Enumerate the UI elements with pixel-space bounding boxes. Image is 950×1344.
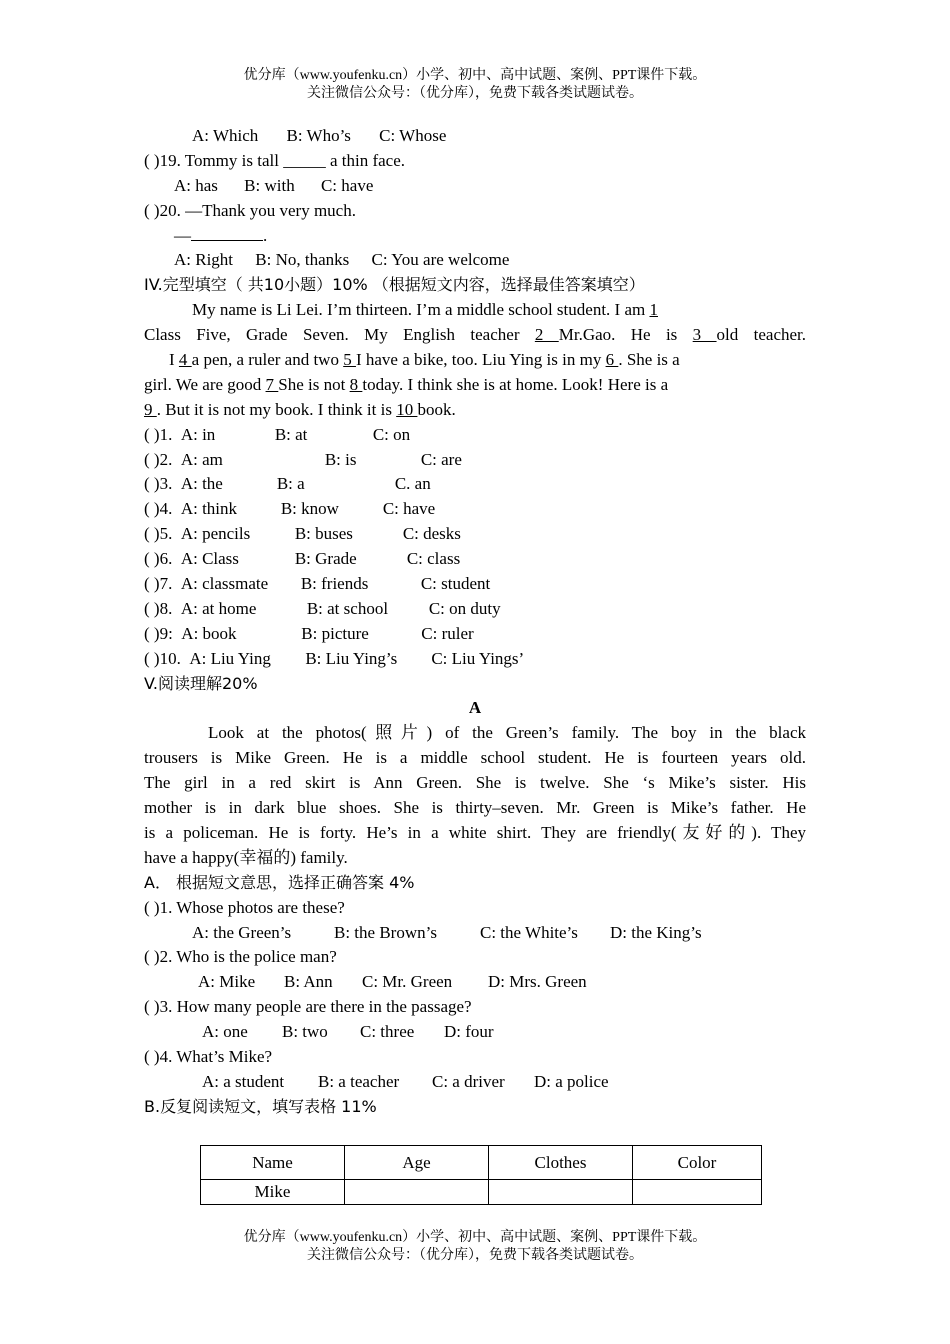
option-b: B: know <box>280 499 339 519</box>
header-name: Name <box>201 1146 345 1180</box>
option-b: B: with <box>244 175 295 195</box>
cloze-line-5 <box>144 398 806 423</box>
passage-line: Look at the photos(照片) of the Green’s family. The boy in the black <box>208 723 806 743</box>
passage-line: mother is in dark blue shoes. She is thirty–seven. Mr. Green is Mike’s father. He <box>144 798 806 818</box>
cloze-line-4 <box>144 373 806 398</box>
reply-dash: — <box>174 225 191 245</box>
blank-2: 2 <box>534 325 559 345</box>
part-b-title: B.反复阅读短文，填写表格 11% <box>144 1096 377 1116</box>
option-d: D: four <box>444 1022 494 1042</box>
blank-8: 8 <box>349 374 363 394</box>
question-number: ( )7. <box>144 574 173 594</box>
question-number: ( )9: <box>144 623 173 643</box>
blank-9: 9 <box>144 399 157 419</box>
text: . She is a <box>618 350 680 370</box>
passage-line: The girl in a red skirt is Ann Green. She is twelve. She ‘s Mike’s sister. His <box>144 773 806 793</box>
option-b: B: Who’s <box>286 126 351 145</box>
section-5-title: V.阅读理解20% <box>144 673 258 693</box>
option-b: B: buses <box>294 524 353 544</box>
part-a-title: A． 根据短文意思，选择正确答案 4% <box>144 872 415 892</box>
question-number: ( )3. <box>144 474 173 494</box>
fill-in-table <box>200 1145 762 1205</box>
q20-reply: — . <box>174 225 268 245</box>
reading-question: ( )3. How many people are there in the passage? <box>144 997 472 1017</box>
text: I have a bike, too. Liu Ying is in my <box>355 350 606 370</box>
cloze-question <box>144 547 806 572</box>
passage-line: trousers is Mike Green. He is a middle school student. He is fourteen years old. <box>144 748 806 768</box>
question-number: ( )1. <box>144 424 173 444</box>
option-c: C: a driver <box>432 1071 505 1091</box>
option-b: B: Liu Ying’s <box>305 648 398 668</box>
option-d: D: the King’s <box>610 922 702 942</box>
option-c: C: the White’s <box>480 922 578 942</box>
option-b: B: the Brown’s <box>334 922 437 942</box>
cloze-question <box>144 597 806 622</box>
option-c: C: ruler <box>421 623 474 643</box>
option-a: A: am <box>180 449 223 469</box>
passage-line: have a happy(幸福的) family. <box>144 847 348 867</box>
option-b: B: Ann <box>284 972 333 992</box>
option-b: B: at school <box>306 598 389 618</box>
blank-7: 7 <box>265 374 279 394</box>
reading-options <box>144 921 806 946</box>
footer-line-1: 优分库（www.youfenku.cn）小学、初中、高中试题、案例、PPT课件下载。 <box>243 1230 707 1245</box>
option-a: A: book <box>181 623 237 643</box>
passage-line: is a policeman. He is forty. He’s in a white shirt. They are friendly(友好的). They <box>144 822 806 842</box>
option-c: C: student <box>420 574 491 594</box>
text: My name is Li Lei. I’m thirteen. I’m a middle school student. I am <box>192 300 650 320</box>
option-c: C: three <box>360 1022 415 1042</box>
cell-color[interactable] <box>633 1180 762 1205</box>
header-line-1: 优分库（www.youfenku.cn）小学、初中、高中试题、案例、PPT课件下载。 <box>243 68 707 83</box>
option-c: C: have <box>382 499 436 519</box>
option-d: D: a police <box>534 1071 609 1091</box>
cloze-question <box>144 423 806 448</box>
option-a: A: one <box>202 1022 248 1042</box>
cloze-question <box>144 622 806 647</box>
question-number: ( )10. <box>144 648 181 668</box>
page-footer <box>0 1229 950 1265</box>
cloze-question <box>144 572 806 597</box>
cell-clothes[interactable] <box>489 1180 633 1205</box>
footer-line-2: 关注微信公众号：（优分库），免费下载各类试题试卷。 <box>307 1248 643 1263</box>
reading-question: ( )4. What’s Mike? <box>144 1046 273 1066</box>
table-header-row <box>201 1146 762 1180</box>
option-b: B: a <box>276 474 305 494</box>
question-number: ( )2. <box>144 449 173 469</box>
reading-passage <box>144 721 806 870</box>
option-a: A: think <box>180 499 238 519</box>
text: Class Five, Grade Seven. My English teacher <box>144 325 535 345</box>
text: She is not <box>278 374 350 394</box>
q20-options <box>144 248 806 273</box>
question-19: ( )19. Tommy is tall _____ a thin face. <box>144 150 406 170</box>
question-20: ( )20. —Thank you very much. <box>144 200 356 220</box>
reading-options <box>144 970 806 995</box>
option-c: C: on duty <box>428 598 501 618</box>
question-number: ( )5. <box>144 524 173 544</box>
cloze-question <box>144 497 806 522</box>
answer-blank <box>191 224 263 241</box>
reading-questions <box>144 896 806 1095</box>
passage-a-heading: A <box>468 698 482 718</box>
text: girl. We are good <box>144 374 266 394</box>
option-b: B: a teacher <box>318 1071 400 1091</box>
option-a: A: the <box>180 474 223 494</box>
option-c: C: on <box>372 424 411 444</box>
option-c: C: have <box>320 175 374 195</box>
cloze-question <box>144 472 806 497</box>
header-age: Age <box>345 1146 489 1180</box>
text: book. <box>417 399 456 419</box>
text: I <box>169 350 179 370</box>
blank-1: 1 <box>649 300 658 320</box>
blank-6: 6 <box>605 350 619 370</box>
option-c: C: are <box>420 449 462 469</box>
cell-age[interactable] <box>345 1180 489 1205</box>
option-b: B: No, thanks <box>255 250 350 270</box>
cloze-line-1 <box>144 298 806 323</box>
option-a: A: at home <box>180 598 257 618</box>
option-b: B: Grade <box>294 549 357 569</box>
cell-name: Mike <box>201 1180 345 1205</box>
question-number: ( )6. <box>144 549 173 569</box>
text: a pen, a ruler and two <box>191 350 344 370</box>
cloze-line-3 <box>144 348 806 373</box>
cloze-question <box>144 522 806 547</box>
header-line-2: 关注微信公众号：（优分库），免费下载各类试题试卷。 <box>307 86 643 101</box>
option-a: A: a student <box>202 1071 285 1091</box>
option-a: A: Mike <box>198 972 256 992</box>
option-a: A: the Green’s <box>192 922 292 942</box>
blank-4: 4 <box>178 350 192 370</box>
option-a: A: Class <box>180 549 239 569</box>
option-a: A: Right <box>174 250 234 270</box>
exam-content <box>144 124 806 1120</box>
reading-options <box>144 1070 806 1095</box>
option-a: A: has <box>174 175 218 195</box>
text: Mr.Gao. He is <box>558 325 693 345</box>
option-a: A: classmate <box>180 574 269 594</box>
question-number: ( )8. <box>144 598 173 618</box>
page-header <box>0 67 950 103</box>
cloze-questions <box>144 423 806 672</box>
text: today. I think she is at home. Look! Here is a <box>362 374 669 394</box>
reading-question: ( )2. Who is the police man? <box>144 947 337 967</box>
option-a: A: Which <box>192 126 259 145</box>
reading-options <box>144 1020 806 1045</box>
blank-5: 5 <box>343 350 356 370</box>
option-c: C: desks <box>402 524 461 544</box>
question-number: ( )4. <box>144 499 173 519</box>
option-c: C: You are welcome <box>371 250 510 270</box>
option-c: C: Whose <box>379 126 447 145</box>
cloze-line-2 <box>144 323 806 348</box>
option-b: B: is <box>324 449 357 469</box>
text: old teacher. <box>716 325 807 345</box>
option-c: C. an <box>394 474 431 494</box>
blank-10: 10 <box>396 399 418 419</box>
reading-question: ( )1. Whose photos are these? <box>144 897 345 917</box>
option-b: B: picture <box>301 623 369 643</box>
option-a: A: in <box>180 424 216 444</box>
option-b: B: friends <box>300 574 369 594</box>
q19-options <box>144 174 806 199</box>
option-a: A: pencils <box>180 524 251 544</box>
option-a: A: Liu Ying <box>189 648 271 668</box>
header-clothes: Clothes <box>489 1146 633 1180</box>
cloze-question <box>144 647 806 672</box>
table-row <box>201 1180 762 1205</box>
option-c: C: class <box>406 549 461 569</box>
blank-3: 3 <box>692 325 717 345</box>
cloze-question <box>144 448 806 473</box>
q18-options <box>144 124 806 149</box>
option-c: C: Mr. Green <box>362 972 453 992</box>
section-4-title: IV.完型填空（ 共10小题）10% （根据短文内容，选择最佳答案填空） <box>144 275 645 295</box>
option-d: D: Mrs. Green <box>488 972 587 992</box>
text: . But it is not my book. I think it is <box>156 399 397 419</box>
option-c: C: Liu Yings’ <box>431 648 525 668</box>
option-b: B: at <box>274 424 308 444</box>
header-color: Color <box>633 1146 762 1180</box>
option-b: B: two <box>282 1022 328 1042</box>
